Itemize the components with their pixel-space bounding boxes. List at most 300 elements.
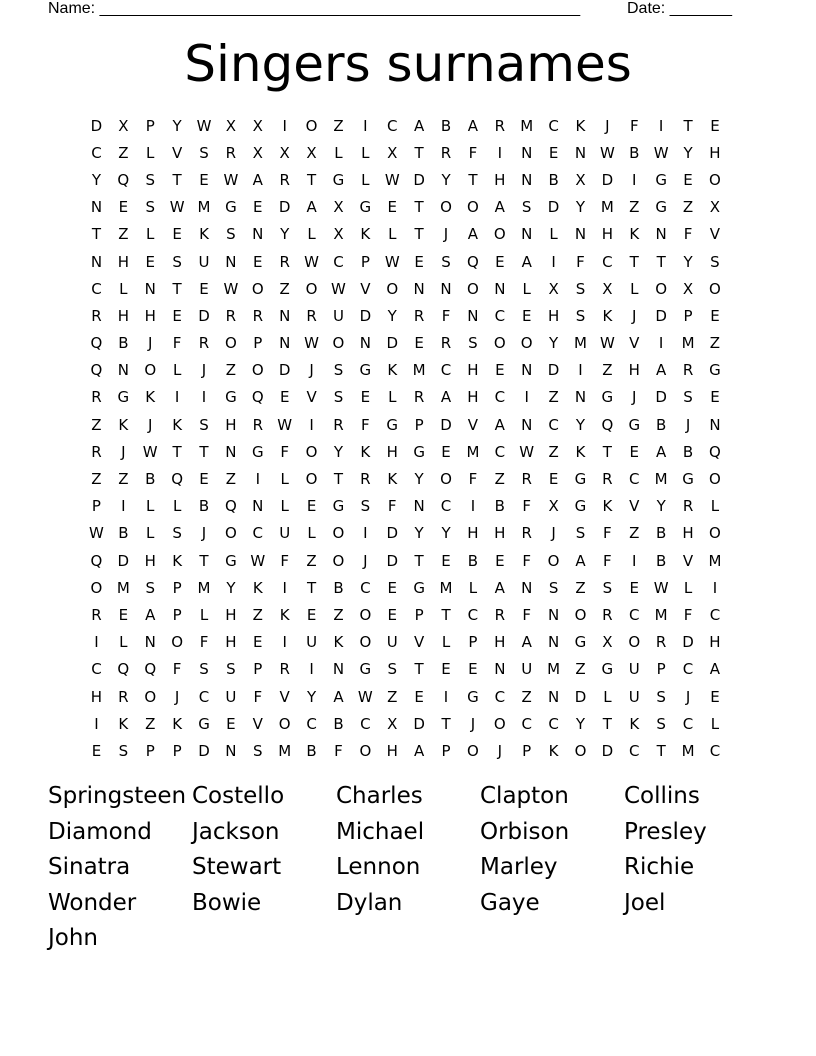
grid-letter: T <box>468 170 478 189</box>
grid-letter: R <box>494 605 506 624</box>
grid-letter: K <box>575 116 586 135</box>
grid-row <box>83 547 728 574</box>
grid-letter: O <box>709 524 721 543</box>
grid-letter: Z <box>333 605 344 624</box>
grid-letter: V <box>414 633 425 652</box>
grid-letter: P <box>253 334 263 353</box>
grid-letter: S <box>199 415 209 434</box>
grid-letter: S <box>710 252 720 271</box>
grid-letter: N <box>117 361 129 380</box>
grid-letter: V <box>306 388 317 407</box>
grid-letter: J <box>201 524 207 543</box>
grid-letter: F <box>441 306 451 325</box>
grid-letter: S <box>575 279 586 298</box>
grid-letter: H <box>144 551 156 570</box>
grid-letter: T <box>91 225 102 244</box>
grid-letter: C <box>494 442 506 461</box>
grid-letter: D <box>278 198 291 217</box>
grid-letter: N <box>90 252 103 271</box>
grid-letter: R <box>91 306 102 325</box>
grid-letter: E <box>306 497 317 516</box>
grid-letter: R <box>413 306 425 325</box>
grid-letter: O <box>332 551 345 570</box>
grid-letter: R <box>252 306 263 325</box>
grid-letter: D <box>655 388 667 407</box>
grid-letter: O <box>144 361 157 380</box>
grid-letter: N <box>494 660 506 679</box>
grid-letter: Z <box>279 279 290 298</box>
grid-letter: I <box>309 660 314 679</box>
grid-row <box>83 710 728 737</box>
grid-letter: J <box>685 415 691 434</box>
grid-letter: E <box>279 388 290 407</box>
word-list-item: Wonder <box>48 889 137 916</box>
grid-letter: J <box>497 741 503 760</box>
grid-letter: E <box>118 605 129 624</box>
grid-letter: G <box>413 442 425 461</box>
grid-letter: X <box>279 143 290 162</box>
grid-letter: L <box>199 605 209 624</box>
grid-letter: M <box>439 578 453 597</box>
grid-letter: D <box>386 551 399 570</box>
grid-letter: F <box>683 605 693 624</box>
grid-letter: S <box>602 578 613 597</box>
grid-letter: V <box>709 225 721 244</box>
grid-letter: Y <box>414 470 424 489</box>
grid-letter: E <box>521 306 532 325</box>
grid-letter: G <box>574 497 587 516</box>
grid-letter: X <box>548 497 559 516</box>
grid-letter: L <box>361 170 370 189</box>
grid-letter: T <box>602 714 612 733</box>
grid-letter: Q <box>117 170 130 189</box>
grid-letter: N <box>521 578 533 597</box>
grid-letter: H <box>225 415 237 434</box>
grid-letter: E <box>683 170 693 189</box>
grid-letter: I <box>578 361 583 380</box>
grid-letter: C <box>494 687 506 706</box>
grid-letter: N <box>467 306 479 325</box>
grid-letter: I <box>551 252 556 271</box>
grid-letter: N <box>252 225 264 244</box>
grid-letter: U <box>386 633 398 652</box>
grid-letter: Z <box>225 361 237 380</box>
grid-letter: W <box>357 687 373 706</box>
grid-letter: E <box>710 116 720 135</box>
grid-letter: M <box>681 334 695 353</box>
grid-letter: D <box>413 170 425 189</box>
grid-letter: H <box>467 388 479 407</box>
grid-letter: W <box>169 198 185 217</box>
grid-letter: Y <box>414 524 424 543</box>
grid-letter: R <box>360 470 371 489</box>
grid-letter: G <box>467 687 479 706</box>
grid-letter: I <box>309 415 314 434</box>
grid-letter: O <box>90 578 103 597</box>
grid-letter: R <box>682 497 694 516</box>
grid-letter: I <box>712 578 718 597</box>
grid-letter: R <box>279 252 290 271</box>
grid-letter: R <box>198 334 210 353</box>
grid-letter: Y <box>575 198 586 217</box>
grid-letter: V <box>682 551 694 570</box>
grid-letter: Q <box>171 470 184 489</box>
grid-letter: L <box>307 225 316 244</box>
grid-letter: G <box>709 361 721 380</box>
grid-row <box>83 357 728 384</box>
grid-letter: B <box>440 116 452 135</box>
grid-letter: Z <box>575 660 586 679</box>
grid-letter: X <box>387 714 398 733</box>
grid-letter: G <box>251 442 264 461</box>
grid-letter: Y <box>549 334 559 353</box>
grid-letter: K <box>629 714 640 733</box>
grid-letter: N <box>521 225 533 244</box>
grid-row <box>83 194 728 221</box>
grid-letter: C <box>629 605 640 624</box>
grid-letter: Z <box>91 415 102 434</box>
grid-letter: K <box>118 415 129 434</box>
grid-letter: O <box>493 714 506 733</box>
grid-letter: G <box>198 714 210 733</box>
grid-letter: F <box>334 741 343 760</box>
grid-letter: E <box>145 252 155 271</box>
grid-letter: H <box>117 306 129 325</box>
grid-letter: N <box>225 741 237 760</box>
grid-letter: C <box>198 687 210 706</box>
grid-letter: V <box>279 687 290 706</box>
grid-letter: N <box>521 361 533 380</box>
grid-letter: N <box>494 279 506 298</box>
grid-letter: L <box>603 687 612 706</box>
grid-letter: O <box>709 279 721 298</box>
grid-letter: A <box>467 116 479 135</box>
grid-letter: Z <box>575 578 586 597</box>
grid-letter: Q <box>467 252 479 271</box>
grid-letter: O <box>278 714 291 733</box>
grid-letter: A <box>414 741 425 760</box>
grid-letter: O <box>332 524 345 543</box>
grid-letter: U <box>628 687 640 706</box>
grid-letter: O <box>628 633 641 652</box>
grid-letter: W <box>277 415 293 434</box>
grid-letter: W <box>223 279 239 298</box>
grid-letter: O <box>574 605 587 624</box>
grid-letter: L <box>172 361 182 380</box>
grid-letter: P <box>145 741 155 760</box>
grid-letter: P <box>253 660 263 679</box>
grid-letter: I <box>658 334 664 353</box>
grid-letter: K <box>548 741 559 760</box>
grid-letter: D <box>655 306 667 325</box>
grid-letter: Z <box>306 551 317 570</box>
grid-letter: N <box>655 225 667 244</box>
grid-letter: S <box>145 578 155 597</box>
grid-letter: P <box>360 252 370 271</box>
grid-row <box>83 248 728 275</box>
grid-row <box>83 438 728 465</box>
grid-letter: O <box>359 741 372 760</box>
grid-letter: Y <box>683 252 693 271</box>
grid-letter: R <box>279 660 290 679</box>
grid-letter: A <box>709 660 721 679</box>
grid-letter: A <box>521 633 532 652</box>
word-list-item: Collins <box>624 783 700 809</box>
grid-letter: L <box>361 143 370 162</box>
grid-row <box>83 166 728 193</box>
grid-letter: M <box>574 334 587 353</box>
grid-letter: E <box>199 279 209 298</box>
grid-letter: L <box>683 578 693 597</box>
grid-letter: W <box>384 252 400 271</box>
grid-letter: C <box>521 714 532 733</box>
grid-letter: O <box>305 279 318 298</box>
grid-letter: J <box>309 361 314 380</box>
grid-letter: E <box>360 388 371 407</box>
grid-row <box>83 737 728 764</box>
grid-letter: C <box>91 660 102 679</box>
grid-letter: A <box>252 170 263 189</box>
grid-letter: S <box>199 660 209 679</box>
grid-letter: G <box>359 361 372 380</box>
grid-letter: G <box>332 170 345 189</box>
grid-letter: Z <box>494 470 505 489</box>
grid-letter: T <box>199 551 209 570</box>
grid-letter: X <box>252 143 263 162</box>
grid-letter: R <box>602 605 613 624</box>
grid-letter: F <box>468 470 478 489</box>
grid-letter: P <box>145 116 155 135</box>
grid-letter: H <box>682 524 694 543</box>
grid-letter: U <box>279 524 291 543</box>
grid-letter: I <box>632 551 637 570</box>
grid-letter: R <box>279 170 290 189</box>
grid-letter: U <box>306 633 318 652</box>
grid-letter: C <box>602 252 613 271</box>
grid-letter: F <box>522 551 532 570</box>
grid-letter: W <box>519 442 535 461</box>
word-list-item: Jackson <box>192 818 280 845</box>
grid-letter: O <box>305 470 318 489</box>
grid-letter: X <box>602 279 613 298</box>
grid-letter: I <box>632 170 637 189</box>
grid-letter: S <box>172 524 182 543</box>
grid-letter: Z <box>145 714 156 733</box>
grid-row <box>83 520 728 547</box>
grid-letter: E <box>495 551 505 570</box>
grid-letter: B <box>656 551 667 570</box>
grid-letter: P <box>414 605 424 624</box>
grid-letter: V <box>629 334 640 353</box>
grid-letter: H <box>628 361 640 380</box>
grid-letter: Q <box>90 334 103 353</box>
grid-letter: S <box>145 198 155 217</box>
grid-letter: B <box>656 524 667 543</box>
grid-letter: G <box>332 497 345 516</box>
word-list-item: Richie <box>624 854 695 880</box>
grid-letter: C <box>467 605 479 624</box>
grid-letter: P <box>683 306 693 325</box>
grid-letter: F <box>172 660 182 679</box>
grid-letter: S <box>656 714 666 733</box>
grid-letter: E <box>199 470 209 489</box>
grid-letter: C <box>548 714 559 733</box>
grid-letter: J <box>174 687 180 706</box>
grid-letter: M <box>197 198 211 217</box>
grid-letter: S <box>548 578 559 597</box>
grid-letter: E <box>468 660 478 679</box>
grid-letter: H <box>386 741 398 760</box>
grid-letter: I <box>94 714 99 733</box>
grid-letter: L <box>146 143 155 162</box>
grid-letter: E <box>306 605 317 624</box>
grid-letter: H <box>601 225 613 244</box>
grid-letter: F <box>468 143 478 162</box>
grid-letter: L <box>710 714 720 733</box>
grid-letter: R <box>252 415 263 434</box>
grid-letter: S <box>226 225 236 244</box>
grid-letter: D <box>386 334 399 353</box>
word-list-item: Marley <box>480 854 558 880</box>
grid-letter: Z <box>118 143 129 162</box>
grid-letter: C <box>682 714 694 733</box>
grid-letter: B <box>682 442 694 461</box>
grid-letter: J <box>443 225 449 244</box>
grid-letter: G <box>117 388 130 407</box>
grid-letter: Q <box>117 660 130 679</box>
grid-letter: O <box>224 334 237 353</box>
grid-letter: T <box>172 170 182 189</box>
grid-letter: A <box>656 361 667 380</box>
grid-letter: O <box>440 198 452 217</box>
grid-letter: O <box>493 334 506 353</box>
grid-letter: X <box>252 116 263 135</box>
grid-letter: S <box>387 660 397 679</box>
grid-letter: K <box>279 605 290 624</box>
grid-letter: B <box>548 170 559 189</box>
grid-letter: C <box>629 741 640 760</box>
grid-letter: N <box>359 334 371 353</box>
grid-letter: D <box>440 415 452 434</box>
grid-letter: F <box>683 225 693 244</box>
grid-letter: T <box>306 578 317 597</box>
grid-letter: M <box>116 578 130 597</box>
grid-letter: E <box>629 578 639 597</box>
grid-letter: P <box>172 605 182 624</box>
grid-letter: Z <box>118 470 129 489</box>
grid-letter: S <box>199 143 209 162</box>
grid-letter: N <box>225 442 237 461</box>
grid-letter: K <box>360 225 371 244</box>
grid-letter: H <box>144 306 156 325</box>
grid-letter: A <box>575 551 586 570</box>
grid-letter: R <box>440 334 452 353</box>
grid-letter: B <box>198 497 210 516</box>
grid-letter: S <box>333 361 344 380</box>
grid-letter: E <box>414 252 424 271</box>
grid-letter: O <box>574 741 587 760</box>
grid-letter: D <box>198 741 210 760</box>
grid-row <box>83 221 728 248</box>
grid-letter: W <box>599 143 615 162</box>
grid-letter: J <box>632 388 637 407</box>
grid-letter: F <box>280 551 289 570</box>
word-list-item: Joel <box>624 889 666 916</box>
grid-letter: N <box>413 497 425 516</box>
grid-letter: S <box>145 170 155 189</box>
grid-letter: F <box>172 334 182 353</box>
grid-letter: S <box>683 388 693 407</box>
grid-letter: F <box>603 551 612 570</box>
grid-letter: Y <box>656 497 666 516</box>
grid-letter: S <box>441 252 451 271</box>
grid-row <box>83 112 728 139</box>
grid-letter: R <box>333 415 344 434</box>
grid-letter: Y <box>91 170 102 189</box>
grid-letter: T <box>414 551 424 570</box>
grid-letter: N <box>574 225 587 244</box>
grid-letter: Y <box>441 170 451 189</box>
grid-letter: G <box>225 551 237 570</box>
grid-letter: V <box>252 714 263 733</box>
grid-letter: N <box>521 415 533 434</box>
grid-letter: M <box>278 741 292 760</box>
grid-letter: Z <box>548 442 559 461</box>
grid-letter: C <box>91 279 102 298</box>
grid-letter: F <box>387 497 397 516</box>
grid-letter: E <box>172 225 182 244</box>
grid-row <box>83 139 728 166</box>
grid-letter: P <box>172 741 182 760</box>
grid-letter: T <box>683 116 693 135</box>
grid-letter: E <box>387 198 397 217</box>
grid-letter: C <box>629 470 640 489</box>
grid-letter: V <box>629 497 640 516</box>
grid-letter: G <box>574 633 587 652</box>
grid-letter: C <box>360 714 371 733</box>
grid-letter: U <box>332 306 344 325</box>
grid-letter: E <box>495 252 505 271</box>
grid-letter: E <box>414 334 424 353</box>
grid-letter: S <box>656 687 666 706</box>
grid-letter: G <box>574 470 587 489</box>
grid-letter: Y <box>280 225 290 244</box>
grid-letter: M <box>547 660 561 679</box>
grid-letter: I <box>282 578 287 597</box>
grid-letter: W <box>304 252 319 271</box>
grid-letter: Z <box>387 687 398 706</box>
grid-letter: E <box>172 306 182 325</box>
grid-letter: D <box>386 524 399 543</box>
grid-letter: N <box>521 143 533 162</box>
grid-letter: I <box>282 116 287 135</box>
word-list-item: Diamond <box>48 818 152 845</box>
grid-letter: T <box>306 170 317 189</box>
grid-letter: L <box>172 497 182 516</box>
word-list-item: Stewart <box>192 854 282 880</box>
grid-letter: G <box>601 388 614 407</box>
grid-letter: N <box>574 143 587 162</box>
grid-letter: G <box>225 388 237 407</box>
grid-letter: K <box>575 442 586 461</box>
grid-letter: D <box>117 551 130 570</box>
grid-letter: N <box>547 687 560 706</box>
grid-letter: N <box>413 279 425 298</box>
grid-letter: N <box>144 633 156 652</box>
grid-letter: J <box>148 415 153 434</box>
grid-row <box>83 275 728 302</box>
grid-letter: X <box>333 225 344 244</box>
